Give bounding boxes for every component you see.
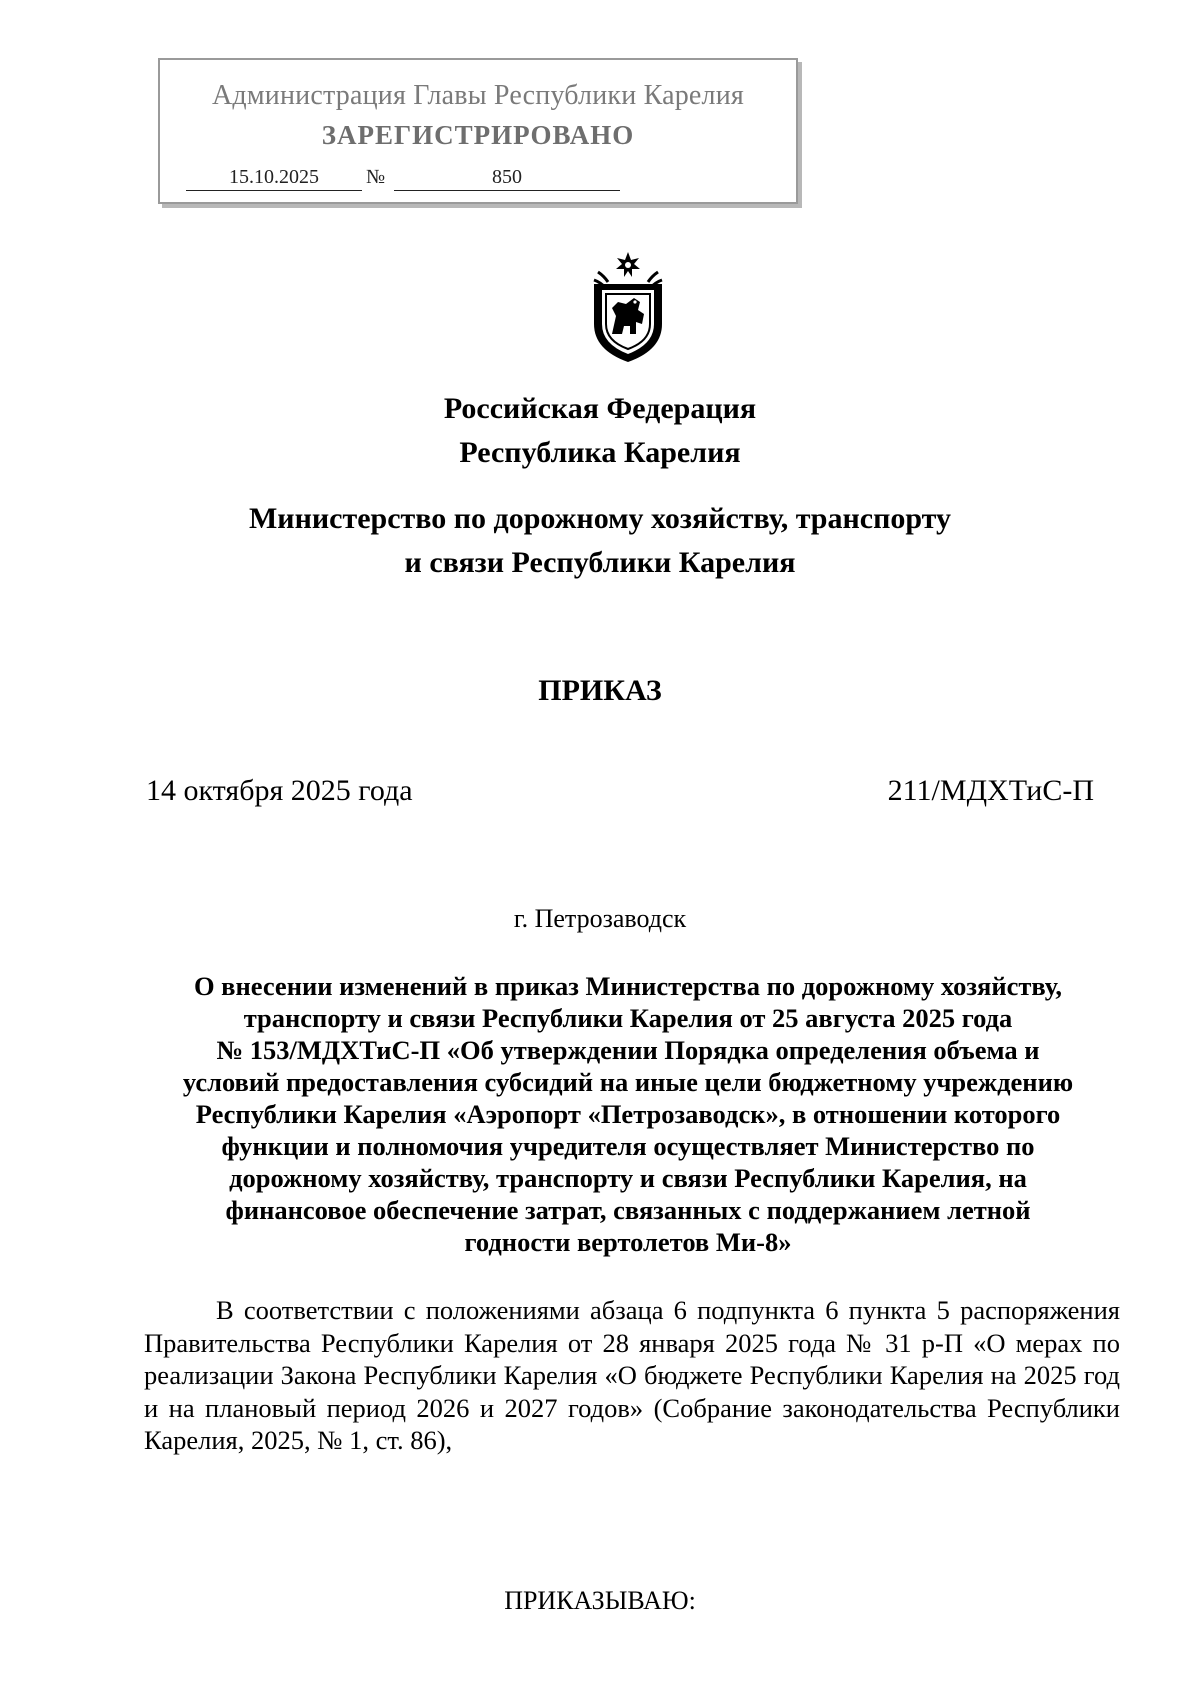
header-ministry-line-1: Министерство по дорожному хозяйству, транспорту xyxy=(248,502,952,535)
subject-line: функции и полномочия учредителя осуществляет Министерство по xyxy=(221,1131,1035,1161)
header-republic: Республика Карелия xyxy=(459,436,741,469)
subject-line: финансовое обеспечение затрат, связанных с поддержанием летной xyxy=(225,1195,1031,1225)
subject-line: № 153/МДХТиС-П «Об утверждении Порядка определения объема и xyxy=(216,1035,1040,1065)
subject-line: Республики Карелия «Аэропорт «Петрозаводск», в отношении которого xyxy=(195,1099,1061,1129)
document-subject xyxy=(140,970,1116,1258)
registration-stamp xyxy=(158,58,798,204)
document-city: г. Петрозаводск xyxy=(513,904,687,933)
header-state: Российская Федерация xyxy=(443,392,757,425)
subject-line: транспорту и связи Республики Карелия от 25 августа 2025 года xyxy=(243,1003,1013,1033)
karelia-coat-of-arms-icon xyxy=(580,250,676,366)
header-ministry-line-2: и связи Республики Карелия xyxy=(404,546,796,579)
stamp-number-sign: № xyxy=(366,166,386,188)
stamp-date: 15.10.2025 xyxy=(186,166,362,191)
document-date: 14 октября 2025 года xyxy=(146,774,413,807)
stamp-status: ЗАРЕГИСТРИРОВАНО xyxy=(321,120,635,150)
document-type: ПРИКАЗ xyxy=(538,674,662,707)
stamp-number: 850 xyxy=(394,166,620,191)
subject-line: дорожному хозяйству, транспорту и связи Республики Карелия, на xyxy=(229,1163,1027,1193)
subject-line: условий предоставления субсидий на иные цели бюджетному учреждению xyxy=(182,1067,1074,1097)
stamp-organization: Администрация Главы Республики Карелия xyxy=(212,80,744,111)
document-number: 211/МДХТиС-П xyxy=(887,774,1094,807)
subject-line: годности вертолетов Ми-8» xyxy=(464,1227,792,1257)
order-word: ПРИКАЗЫВАЮ: xyxy=(504,1586,696,1615)
subject-line: О внесении изменений в приказ Министерства по дорожному хозяйству, xyxy=(193,971,1063,1001)
document-body-paragraph: В соответствии с положениями абзаца 6 подпункта 6 пункта 5 распоряжения Правительства Республики Карелия от 28 января 2025 года № 31 р-П «О мерах по реализации Закона Республики Карелия «О бюджете Республики Карелия на 2025 год и на плановый период 2026 и 2027 годов» (Собрание законодательства Республики Карелия, 2025, № 1, ст. 86), xyxy=(144,1295,1120,1455)
